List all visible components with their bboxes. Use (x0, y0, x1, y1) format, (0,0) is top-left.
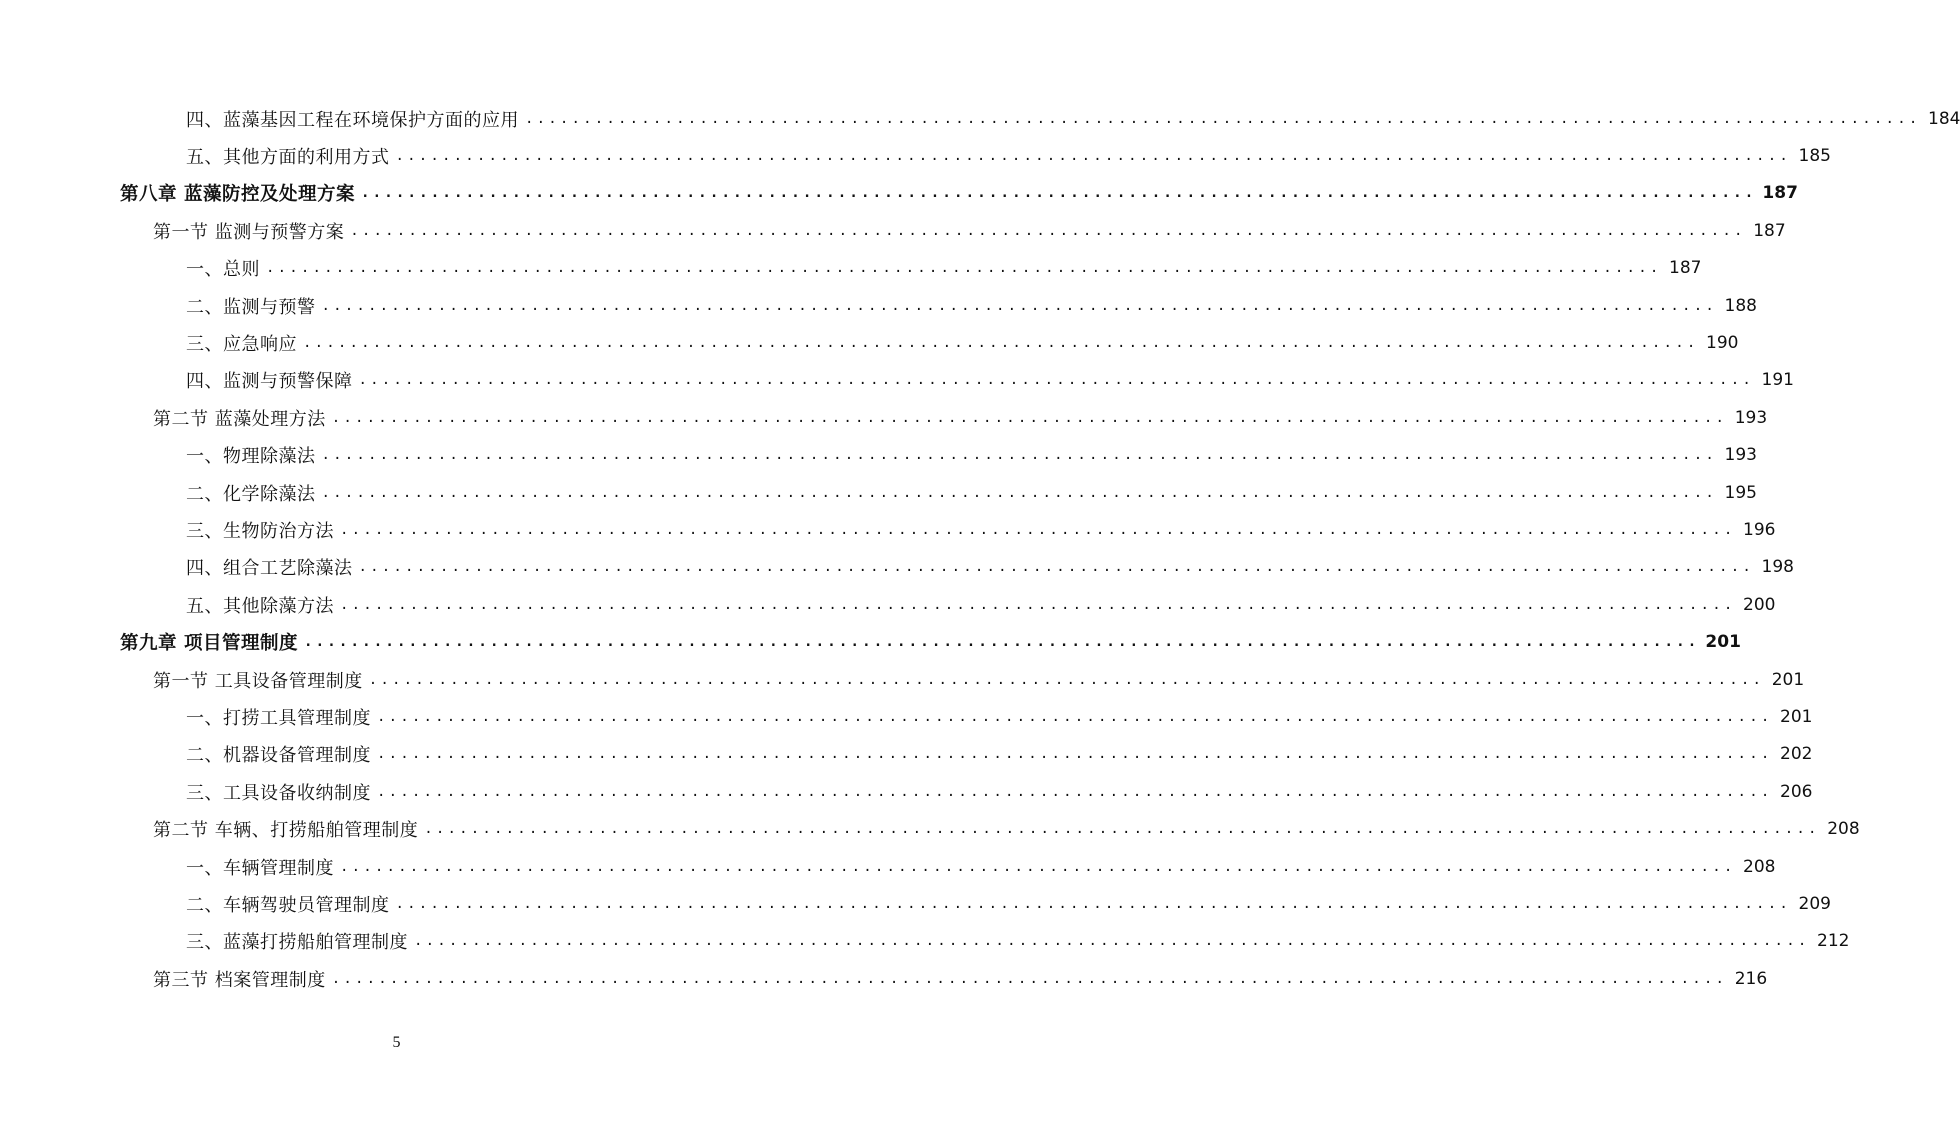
toc-entry-item[interactable] (0, 885, 1831, 922)
dot-leader: ........................................................................................................................ (303, 634, 1700, 651)
dot-leader: ........................................................................................................................ (377, 783, 1773, 800)
toc-entry-section[interactable] (0, 960, 1768, 997)
toc-entry-title: 二、车辆驾驶员管理制度 (186, 894, 390, 916)
toc-entry-page: 198 (1761, 557, 1794, 578)
toc-entry-item[interactable] (0, 137, 1831, 174)
dot-leader: ........................................................................................................................ (331, 970, 1728, 987)
toc-entry-page: 201 (1780, 706, 1813, 727)
toc-entry-title: 四、蓝藻基因工程在环境保护方面的应用 (186, 109, 519, 131)
toc-entry-title: 三、生物防治方法 (186, 520, 334, 542)
toc-entry-title: 四、监测与预警保障 (186, 371, 353, 393)
dot-leader: ........................................................................................................................ (350, 222, 1746, 239)
dot-leader: ........................................................................................................................ (377, 708, 1773, 725)
toc-entry-item[interactable] (0, 474, 1757, 511)
toc-entry-page: 202 (1780, 744, 1813, 765)
toc-entry-title: 第九章 项目管理制度 (120, 633, 298, 655)
toc-entry-page: 188 (1724, 295, 1757, 316)
toc-entry-title: 第一节 工具设备管理制度 (153, 670, 363, 692)
toc-entry-title: 第二节 蓝藻处理方法 (153, 408, 326, 430)
toc-entry-page: 201 (1705, 632, 1741, 653)
toc-entry-item[interactable] (0, 698, 1813, 735)
toc-entry-item[interactable] (0, 324, 1739, 361)
toc-entry-page: 209 (1798, 893, 1831, 914)
dot-leader: ........................................................................................................................ (266, 260, 1662, 277)
toc-entry-chapter[interactable] (0, 623, 1741, 660)
toc-entry-section[interactable] (0, 810, 1860, 847)
toc-entry-page: 187 (1762, 183, 1798, 204)
toc-entry-item[interactable] (0, 848, 1776, 885)
toc-entry-title: 五、其他方面的利用方式 (186, 147, 390, 169)
toc-entry-title: 三、蓝藻打捞船舶管理制度 (186, 932, 408, 954)
dot-leader: ........................................................................................................................ (340, 521, 1736, 538)
toc-entry-section[interactable] (0, 399, 1768, 436)
toc-entry-page: 187 (1669, 258, 1702, 279)
toc-entry-page: 193 (1734, 407, 1768, 428)
table-of-contents (0, 100, 1960, 997)
toc-entry-title: 五、其他除藻方法 (186, 595, 334, 617)
toc-entry-title: 三、应急响应 (186, 334, 297, 356)
dot-leader: ........................................................................................................................ (321, 484, 1717, 501)
toc-entry-page: 212 (1817, 931, 1850, 952)
toc-entry-page: 191 (1761, 370, 1794, 391)
toc-entry-title: 二、监测与预警 (186, 296, 316, 318)
toc-entry-item[interactable] (0, 437, 1757, 474)
toc-entry-title: 第一节 监测与预警方案 (153, 221, 345, 243)
toc-entry-item[interactable] (0, 511, 1776, 548)
toc-entry-title: 第三节 档案管理制度 (153, 969, 326, 991)
toc-entry-item[interactable] (0, 250, 1702, 287)
toc-entry-title: 一、车辆管理制度 (186, 857, 334, 879)
toc-entry-title: 一、总则 (186, 259, 260, 281)
toc-entry-page: 187 (1753, 220, 1786, 241)
dot-leader: ........................................................................................................................ (340, 596, 1736, 613)
toc-entry-title: 二、机器设备管理制度 (186, 745, 371, 767)
toc-entry-title: 第八章 蓝藻防控及处理方案 (120, 184, 355, 206)
dot-leader: ........................................................................................................................ (368, 671, 1765, 688)
toc-entry-page: 201 (1771, 669, 1805, 690)
toc-entry-page: 216 (1734, 968, 1768, 989)
dot-leader: ........................................................................................................................ (395, 895, 1791, 912)
dot-leader: ........................................................................................................................ (331, 409, 1728, 426)
toc-entry-item[interactable] (0, 586, 1776, 623)
dot-leader: ........................................................................................................................ (360, 185, 1757, 202)
toc-entry-title: 二、化学除藻法 (186, 483, 316, 505)
toc-entry-page: 193 (1724, 445, 1757, 466)
page-number: 5 (392, 1034, 401, 1051)
toc-entry-item[interactable] (0, 549, 1794, 586)
dot-leader: ........................................................................................................................ (303, 335, 1699, 352)
toc-entry-item[interactable] (0, 100, 1960, 137)
dot-leader: ........................................................................................................................ (340, 858, 1736, 875)
toc-entry-title: 三、工具设备收纳制度 (186, 782, 371, 804)
toc-entry-item[interactable] (0, 362, 1794, 399)
toc-entry-item[interactable] (0, 287, 1757, 324)
toc-entry-item[interactable] (0, 923, 1850, 960)
toc-entry-page: 195 (1724, 482, 1757, 503)
dot-leader: ........................................................................................................................ (395, 148, 1791, 165)
toc-entry-page: 196 (1743, 519, 1776, 540)
dot-leader: ........................................................................................................................ (358, 372, 1754, 389)
toc-entry-chapter[interactable] (0, 175, 1798, 212)
toc-entry-section[interactable] (0, 212, 1786, 249)
toc-entry-section[interactable] (0, 661, 1805, 698)
toc-entry-title: 一、物理除藻法 (186, 446, 316, 468)
toc-entry-page: 185 (1798, 146, 1831, 167)
toc-entry-page: 200 (1743, 594, 1776, 615)
dot-leader: ........................................................................................................................ (525, 110, 1921, 127)
dot-leader: ........................................................................................................................ (321, 297, 1717, 314)
dot-leader: ........................................................................................................................ (414, 933, 1810, 950)
toc-entry-page: 208 (1827, 819, 1860, 840)
toc-entry-page: 190 (1706, 333, 1739, 354)
toc-entry-title: 第二节 车辆、打捞船舶管理制度 (153, 820, 419, 842)
toc-entry-page: 184 (1928, 108, 1960, 129)
dot-leader: ........................................................................................................................ (424, 821, 1820, 838)
dot-leader: ........................................................................................................................ (358, 559, 1754, 576)
toc-entry-page: 208 (1743, 856, 1776, 877)
toc-entry-page: 206 (1780, 781, 1813, 802)
toc-entry-title: 四、组合工艺除藻法 (186, 558, 353, 580)
toc-entry-title: 一、打捞工具管理制度 (186, 707, 371, 729)
toc-entry-item[interactable] (0, 736, 1813, 773)
toc-entry-item[interactable] (0, 773, 1813, 810)
dot-leader: ........................................................................................................................ (377, 746, 1773, 763)
dot-leader: ........................................................................................................................ (321, 447, 1717, 464)
